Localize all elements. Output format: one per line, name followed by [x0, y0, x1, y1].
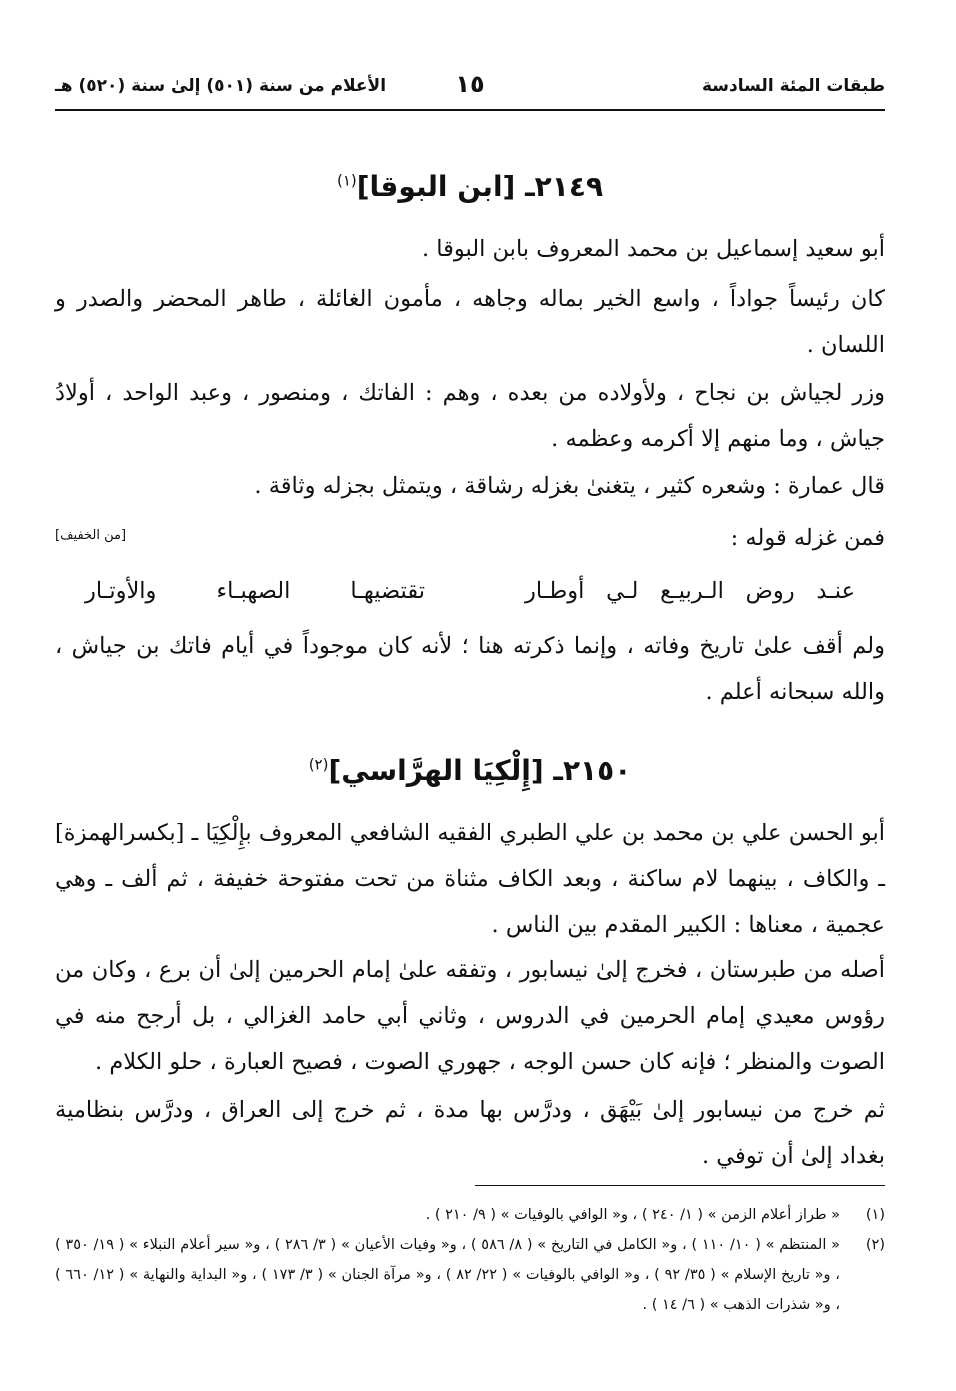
header-rule: [55, 109, 885, 111]
paragraph: وزر لجياش بن نجاح ، ولأولاده من بعده ، وهم : الفاتك ، ومنصور ، وعبد الواحد ، أولادُ جياش ، وما منهم إلا أكرمه وعظمه .: [55, 380, 885, 452]
paragraph: أبو سعيد إسماعيل بن محمد المعروف بابن البوقا .: [421, 236, 885, 262]
poetic-metre-label: [من الخفيف]: [55, 528, 127, 543]
paragraph: أبو الحسن علي بن محمد بن علي الطبري الفقيه الشافعي المعروف بإِلْكِيَا ـ [بكسرالهمزة] ـ والكاف ، بينهما لام ساكنة ، وبعد الكاف مثناة من تحت مفتوحة خفيفة ، ثم ألف ـ وهي عجمية ، معناها : الكبير المقدم بين الناس .: [55, 820, 885, 938]
entry-title-2150: [55, 754, 885, 787]
footnote-text: « المنتظم » ( ١٠/ ١١٠ ) ، و« الكامل في التاريخ » ( ٨/ ٥٨٦ ) ، و« وفيات الأعيان » ( ٣/ ٢٨٦ ) ، و« سير أعلام النبلاء » ( ١٩/ ٣٥٠ ) ، و« تاريخ الإسلام » ( ٣٥/ ٩٢ ) ، و« الوافي بالوفيات » ( ٢٢/ ٨٢ ) ، و« مرآة الجنان » ( ٣/ ١٧٣ ) ، و« البداية والنهاية » ( ١٢/ ٦٦٠ ) ، و« شذرات الذهب » ( ٦/ ١٤ ) .: [55, 1237, 840, 1313]
footnote-rule: [475, 1185, 885, 1186]
footnote-ref[interactable]: (١): [336, 171, 357, 190]
paragraph: أصله من طبرستان ، فخرج إلىٰ نيسابور ، وتفقه علىٰ إمام الحرمين إلىٰ أن برع ، وكان من رؤوس معيدي إمام الحرمين في الدروس ، وثاني أبي حامد الغزالي ، بل أرجح منه في الصوت والمنظر ؛ فإنه كان حسن الوجه ، جهوري الصوت ، فصيح العبارة ، حلو الكلام .: [55, 957, 885, 1075]
verse-second-hemistich: تقتضيهـا الصهبـاء والأوتـار: [85, 578, 425, 604]
paragraph: ولم أقف علىٰ تاريخ وفاته ، وإنما ذكرته هنا ؛ لأنه كان موجوداً في أيام فاتك بن جياش ، والله سبحانه أعلم .: [55, 633, 885, 705]
verse-first-hemistich: عنـد روض الـربيـع لـي أوطـار: [525, 578, 855, 604]
paragraph: فمن غزله قوله :: [730, 525, 885, 551]
entry-title-2149: [55, 170, 885, 203]
verse-line: [55, 568, 885, 614]
book-title: طبقات المئة السادسة: [702, 76, 885, 96]
paragraph: كان رئيساً جواداً ، واسع الخير بماله وجاهه ، مأمون الغائلة ، طاهر المحضر والصدر و اللسان .: [55, 286, 885, 358]
footnote-number: (١): [865, 1207, 885, 1223]
footnote-text: « طراز أعلام الزمن » ( ١/ ٢٤٠ ) ، و« الوافي بالوفيات » ( ٩/ ٢١٠ ) .: [425, 1207, 840, 1223]
paragraph: ثم خرج من نيسابور إلىٰ بَيْهَق ، ودرَّس بها مدة ، ثم خرج إلى العراق ، ودرَّس بنظامية بغداد إلىٰ أن توفي .: [55, 1097, 885, 1169]
section-range: الأعلام من سنة (٥٠١) إلىٰ سنة (٥٢٠) هـ: [55, 76, 387, 96]
footnote: [55, 1200, 885, 1230]
footnote-ref[interactable]: (٢): [308, 755, 329, 774]
running-header: [55, 70, 885, 110]
entry-title-text: ٢١٥٠ـ [إِلْكِيَا الهرَّاسي]: [328, 754, 632, 787]
entry-title-text: ٢١٤٩ـ [ابن البوقا]: [356, 170, 604, 203]
page-number: ١٥: [455, 70, 485, 98]
footnotes: [55, 1200, 885, 1320]
footnote: [55, 1230, 885, 1320]
footnote-number: (٢): [865, 1237, 885, 1253]
paragraph: قال عمارة : وشعره كثير ، يتغنىٰ بغزله رشاقة ، ويتمثل بجزله وثاقة .: [254, 473, 885, 499]
